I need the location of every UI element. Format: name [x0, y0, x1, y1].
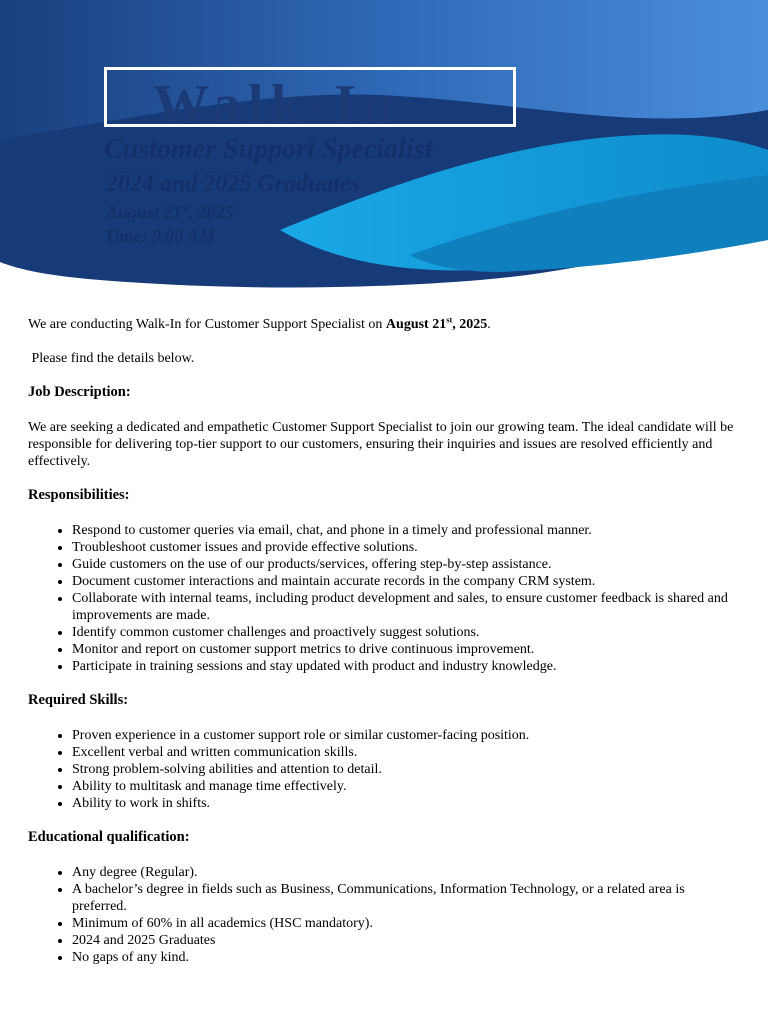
list-item: • Participate in training sessions and stay updated with product and industry knowledge.	[72, 658, 742, 675]
list-item: • Document customer interactions and maintain accurate records in the company CRM system.	[72, 573, 742, 590]
list-item: • Ability to multitask and manage time effectively.	[72, 778, 742, 795]
required-skills-heading: Required Skills:	[28, 692, 129, 708]
list-item: • 2024 and 2025 Graduates	[72, 932, 742, 949]
intro-paragraph: We are conducting Walk-In for Customer Support Specialist on August 21st, 2025.	[28, 315, 491, 332]
education-list	[28, 864, 742, 966]
list-item: • Ability to work in shifts.	[72, 795, 742, 812]
list-item: • Excellent verbal and written communication skills.	[72, 744, 742, 761]
list-item: • Proven experience in a customer support role or similar customer-facing position.	[72, 727, 742, 744]
list-item: • Strong problem-solving abilities and attention to detail.	[72, 761, 742, 778]
list-item: • Minimum of 60% in all academics (HSC mandatory).	[72, 915, 742, 932]
responsibilities-list	[28, 522, 742, 675]
header-banner	[0, 0, 768, 300]
job-description-heading: Job Description:	[28, 384, 131, 400]
graduates-heading: 2024 and 2025 Graduates	[106, 171, 361, 197]
list-item: • A bachelor’s degree in fields such as Business, Communications, Information Technology, or a related area is preferred.	[72, 881, 742, 915]
document-body	[28, 316, 742, 983]
walk-in-time: Time: 9.00 AM	[104, 226, 216, 246]
skills-list	[28, 727, 742, 812]
list-item: • Any degree (Regular).	[72, 864, 742, 881]
responsibilities-heading: Responsibilities:	[28, 487, 130, 503]
details-line: Please find the details below.	[28, 351, 195, 366]
walk-in-title: Walk-In	[153, 74, 402, 136]
job-description-text: We are seeking a dedicated and empathetic Customer Support Specialist to join our growing team. The ideal candidate will be responsible for delivering top-tier support to our customers, ensuring their inquiries and issues are resolved efficiently and effectively.	[28, 420, 734, 469]
education-heading: Educational qualification:	[28, 829, 190, 845]
list-item: • Guide customers on the use of our products/services, offering step-by-step assistance.	[72, 556, 742, 573]
list-item: • Collaborate with internal teams, including product development and sales, to ensure customer feedback is shared and improvements are made.	[72, 590, 742, 624]
list-item: • Respond to customer queries via email, chat, and phone in a timely and professional manner.	[72, 522, 742, 539]
job-title-heading: Customer Support Specialist	[104, 134, 433, 165]
list-item: • No gaps of any kind.	[72, 949, 742, 966]
list-item: • Troubleshoot customer issues and provide effective solutions.	[72, 539, 742, 556]
list-item: • Identify common customer challenges and proactively suggest solutions.	[72, 624, 742, 641]
walk-in-date: August 21st, 2025	[106, 202, 234, 222]
list-item: • Monitor and report on customer support metrics to drive continuous improvement.	[72, 641, 742, 658]
